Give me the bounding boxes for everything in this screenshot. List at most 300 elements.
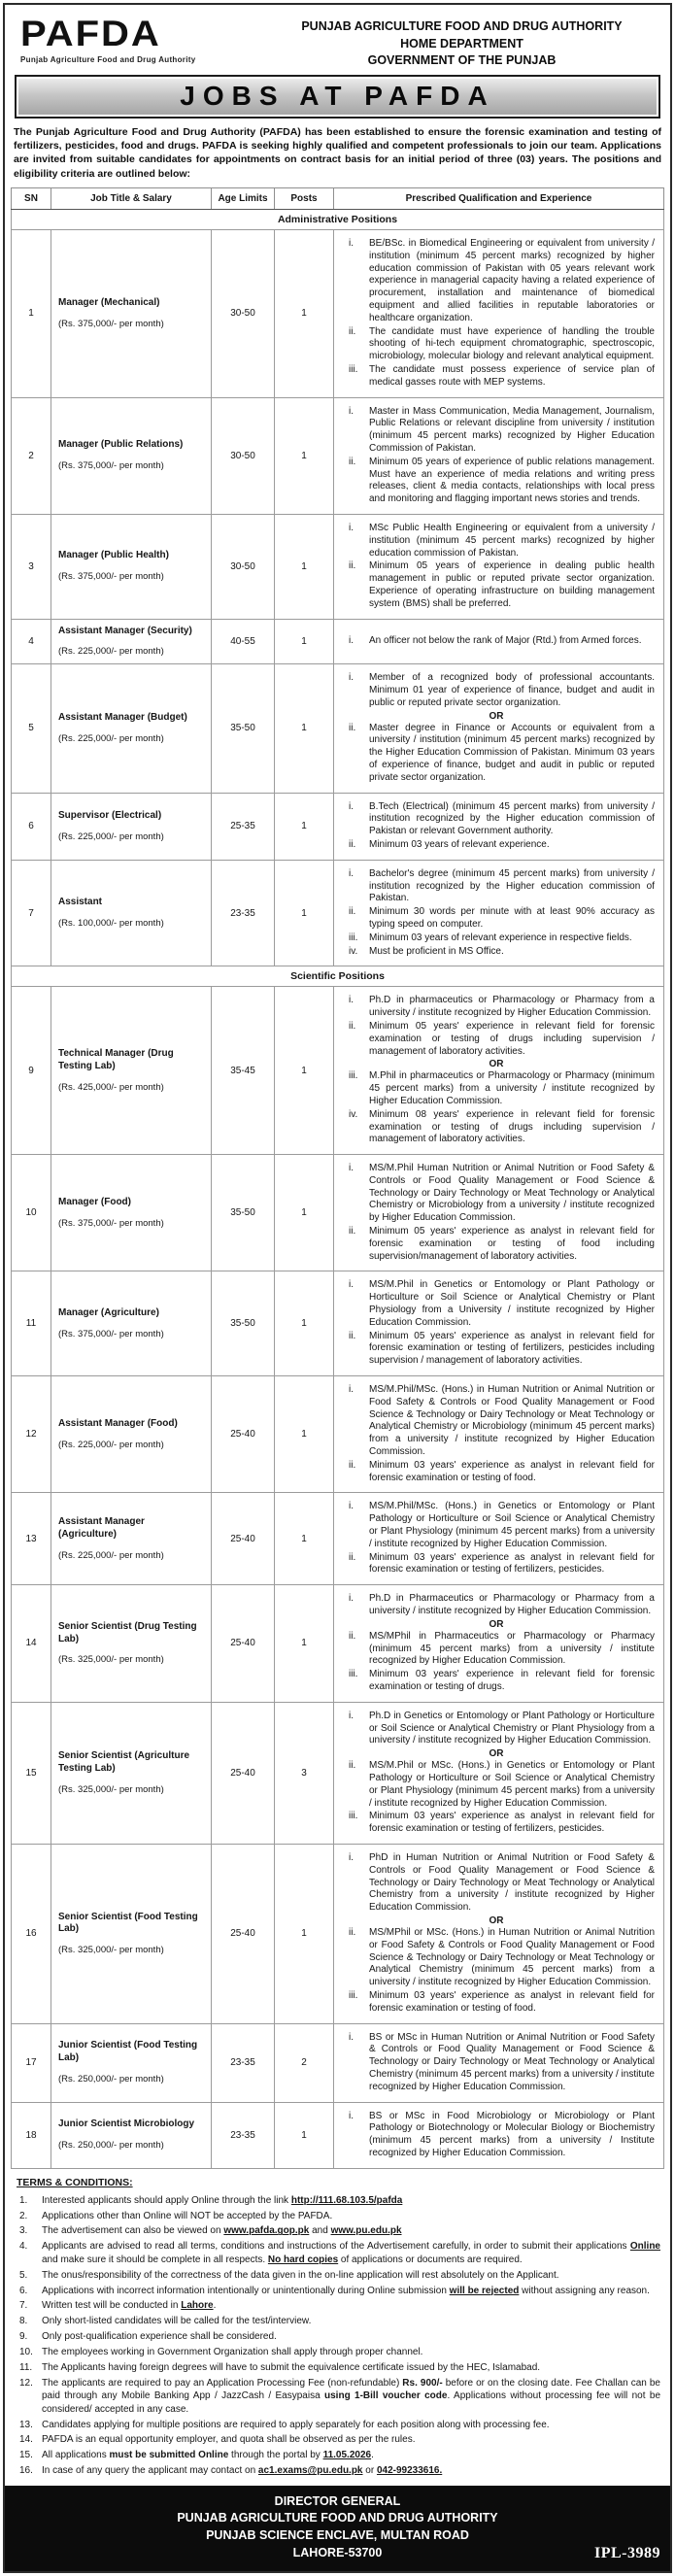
term-item-text: PAFDA is an equal opportunity employer, and quota shall be observed as per the rules. [42, 2434, 416, 2446]
or-divider: OR [489, 1618, 504, 1630]
pafda-logo [20, 15, 263, 64]
qualification-cell [334, 230, 664, 398]
sn-cell: 1 [12, 230, 51, 398]
qualification-item [338, 635, 655, 648]
term-item-text: Candidates applying for multiple positions are required to apply separately for each position along with processing fee. [42, 2419, 550, 2430]
org-line-government: GOVERNMENT OF THE PUNJAB [367, 53, 557, 67]
job-salary: (Rs. 225,000/- per month) [58, 646, 164, 658]
qualification-item [338, 801, 655, 838]
qualification-item-text: Bachelor's degree (minimum 45 percent marks) from university / institution recognized by the Higher education commission of Pakistan. [369, 867, 655, 904]
qualification-item [338, 1279, 655, 1329]
advertisement-page [3, 3, 672, 2573]
sn-cell: 5 [12, 664, 51, 793]
qualification-cell [334, 987, 664, 1155]
qualification-item-numeral: ii. [349, 1760, 356, 1772]
pafda-logo-tagline: Punjab Agriculture Food and Drug Authority [20, 55, 196, 64]
posts-cell: 1 [275, 1844, 334, 2023]
table-header-row [12, 188, 664, 210]
table-row [12, 1376, 664, 1493]
term-item [15, 2449, 660, 2461]
sn-cell: 12 [12, 1376, 51, 1493]
sn-cell: 11 [12, 1271, 51, 1376]
qualification-item-numeral: i. [349, 995, 354, 1006]
column-header-job-title: Job Title & Salary [51, 188, 212, 210]
qualification-item [338, 1927, 655, 1989]
sn-cell: 14 [12, 1585, 51, 1703]
term-item-number: 7. [19, 2300, 28, 2312]
job-salary: (Rs. 325,000/- per month) [58, 1945, 164, 1956]
table-row [12, 987, 664, 1155]
qualification-item-numeral: ii. [349, 1020, 356, 1032]
job-title-cell [51, 1702, 212, 1844]
posts-cell: 1 [275, 1376, 334, 1493]
qualification-item-numeral: i. [349, 1710, 354, 1721]
qualification-item-numeral: i. [349, 2031, 354, 2043]
section-header-row [12, 210, 664, 230]
footer-signature [17, 2493, 658, 2562]
qualification-item-text: Member of a recognized body of professional accountants. Minimum 01 year of experience of finance, budget and audit in public or reputed private sector organization. [369, 672, 655, 708]
qualification-item-text: Minimum 05 years of experience in dealing public health management in public or reputed private sector organization. Experience of operating infrastructure on building management system (BMS) shall be preferred. [369, 560, 655, 609]
qualification-item [338, 839, 655, 852]
org-heading [263, 15, 660, 70]
qualification-cell [334, 2102, 664, 2168]
terms-section [15, 2177, 660, 2478]
or-divider: OR [489, 1748, 504, 1760]
job-title-cell [51, 2023, 212, 2102]
age-limits-cell: 30-50 [212, 514, 275, 619]
posts-cell: 1 [275, 230, 334, 398]
qualification-item-numeral: iii. [349, 1070, 358, 1082]
qualification-item-numeral: ii. [349, 560, 356, 572]
qualification-item [338, 1811, 655, 1836]
qualification-cell [334, 664, 664, 793]
table-row [12, 664, 664, 793]
posts-cell: 1 [275, 2102, 334, 2168]
terms-list [15, 2194, 660, 2478]
age-limits-cell: 30-50 [212, 397, 275, 514]
qualification-item [338, 906, 655, 932]
qualification-item-text: Ph.D in Genetics or Entomology or Plant Pathology or Horticulture or Soil Science or Analytical Chemistry or Plant Physiology from a university / institute recognized by Higher Education Commission. [369, 1710, 655, 1746]
qualification-item-text: MS/MPhil or MSc. (Hons.) in Human Nutrition or Animal Nutrition or Food Safety & Controls or Food Quality Management or Food Science & Technology or Dairy Technology or Meat Technology or Analytical Chemistry (minimum 45 percent marks) from a university / institute recognized by Higher Education Commission. [369, 1926, 655, 1988]
qualification-item [338, 1331, 655, 1368]
term-item-number: 1. [19, 2194, 28, 2206]
qualification-cell [334, 514, 664, 619]
qualification-item-numeral: iii. [349, 932, 358, 943]
qualification-item-numeral: i. [349, 1501, 354, 1512]
sn-cell: 13 [12, 1493, 51, 1585]
job-title: Assistant Manager (Food) [58, 1417, 178, 1429]
qualification-item-text: Minimum 03 years' experience as analyst in relevant field for forensic examination or testing of fertilizers, pesticides. [369, 1551, 655, 1576]
age-limits-cell: 25-40 [212, 1376, 275, 1493]
term-item-number: 4. [19, 2241, 28, 2253]
qualification-item-text: B.Tech (Electrical) (minimum 45 percent marks) from university / institution recognized by the Higher education commission of Pakistan or relevant Government authority. [369, 800, 655, 837]
term-item [15, 2315, 660, 2327]
sn-cell: 6 [12, 793, 51, 860]
qualification-item-numeral: i. [349, 1279, 354, 1291]
qualification-item [338, 326, 655, 363]
qualification-cell [334, 1271, 664, 1376]
posts-cell: 1 [275, 397, 334, 514]
job-salary: (Rs. 250,000/- per month) [58, 2140, 164, 2152]
section-header-row [12, 966, 664, 987]
sn-cell: 10 [12, 1155, 51, 1271]
age-limits-cell: 30-50 [212, 230, 275, 398]
qualification-cell [334, 1376, 664, 1493]
qualification-item [338, 1070, 655, 1107]
term-item-text: All applications must be submitted Online through the portal by 11.05.2026. [42, 2450, 374, 2461]
qualification-item-numeral: iv. [349, 945, 358, 957]
term-item-number: 12. [19, 2377, 33, 2389]
age-limits-cell: 35-45 [212, 987, 275, 1155]
qualification-cell [334, 793, 664, 860]
qualification-item-numeral: i. [349, 238, 354, 249]
qualification-cell [334, 619, 664, 664]
age-limits-cell: 25-40 [212, 1702, 275, 1844]
job-salary: (Rs. 325,000/- per month) [58, 1654, 164, 1666]
qualification-item-text: MS/MPhil in Pharmaceutics or Pharmacology or Pharmacy (minimum 45 percent marks) from a university / institute recognized by Higher Education Commission. [369, 1630, 655, 1667]
qualification-cell [334, 397, 664, 514]
job-title: Assistant Manager (Budget) [58, 712, 187, 724]
table-row [12, 1271, 664, 1376]
qualification-item [338, 1226, 655, 1263]
qualification-item-text: The candidate must have experience of handling the trouble shooting of hi-tech equipment chromatographic, spectroscopic, microbiology, molecular biology and relevant analytical equipment. [369, 325, 655, 362]
job-salary: (Rs. 375,000/- per month) [58, 318, 164, 329]
table-row [12, 514, 664, 619]
qualification-item-text: The candidate must possess experience of service plan of medical gasses route with MEP systems. [369, 363, 655, 388]
term-item [15, 2269, 660, 2282]
sn-cell: 17 [12, 2023, 51, 2102]
job-title-cell [51, 230, 212, 398]
qualification-item [338, 1631, 655, 1668]
qualification-item-numeral: i. [349, 672, 354, 684]
qualification-item [338, 560, 655, 610]
term-item [15, 2433, 660, 2446]
qualification-item [338, 672, 655, 709]
job-title: Manager (Public Health) [58, 550, 169, 561]
qualification-item [338, 1460, 655, 1485]
qualification-item [338, 946, 655, 959]
job-title-cell [51, 397, 212, 514]
qualification-item-text: Minimum 03 years' experience in relevant field for forensic examination or testing of drugs. [369, 1669, 655, 1692]
qualification-item-numeral: ii. [349, 1330, 356, 1341]
term-item [15, 2419, 660, 2431]
job-title-cell [51, 860, 212, 966]
jobs-banner [15, 75, 660, 119]
terms-heading: TERMS & CONDITIONS: [17, 2176, 133, 2188]
term-item-text: The applicants are required to pay an Application Processing Fee (non-refundable) Rs. 900/- before or on the closing date. Fee Challan can be paid through any Mobile Banking App / JazzCash / Easypaisa using 1-Bill voucher code. Applications without processing fee will not be considered/ accepted in any case. [42, 2377, 661, 2415]
table-row [12, 1844, 664, 2023]
job-title: Supervisor (Electrical) [58, 809, 162, 821]
job-title: Technical Manager (Drug Testing Lab) [58, 1047, 174, 1071]
qualification-item-text: Must be proficient in MS Office. [369, 945, 504, 957]
job-title: Assistant Manager (Security) [58, 625, 192, 636]
table-row [12, 230, 664, 398]
job-title-cell [51, 793, 212, 860]
job-title: Junior Scientist Microbiology [58, 2118, 195, 2130]
job-salary: (Rs. 375,000/- per month) [58, 460, 164, 472]
qualification-item-numeral: ii. [349, 1926, 356, 1938]
qualification-item-numeral: ii. [349, 722, 356, 733]
jobs-banner-title: JOBS AT PAFDA [180, 80, 495, 111]
qualification-item-text: Ph.D in pharmaceutics or Pharmacology or Pharmacy from a university / institute recognized by Higher Education Commission. [369, 995, 655, 1019]
age-limits-cell: 25-40 [212, 1493, 275, 1585]
term-item [15, 2361, 660, 2374]
qualification-item-numeral: ii. [349, 325, 356, 337]
sn-cell: 4 [12, 619, 51, 664]
posts-cell: 1 [275, 1493, 334, 1585]
qualification-cell [334, 860, 664, 966]
job-title-cell [51, 619, 212, 664]
table-row [12, 1493, 664, 1585]
pafda-logo-text: PAFDA [20, 14, 161, 54]
qualification-item-numeral: iii. [349, 363, 358, 375]
term-item [15, 2377, 660, 2416]
qualification-item-numeral: i. [349, 405, 354, 417]
term-item-number: 14. [19, 2434, 33, 2446]
qualification-item-text: Minimum 03 years of relevant experience in respective fields. [369, 932, 632, 943]
posts-cell: 1 [275, 1585, 334, 1703]
age-limits-cell: 23-35 [212, 2023, 275, 2102]
job-title-cell [51, 2102, 212, 2168]
qualification-item [338, 1552, 655, 1577]
job-title: Assistant [58, 897, 103, 908]
age-limits-cell: 25-40 [212, 1844, 275, 2023]
qualification-item [338, 868, 655, 905]
qualification-cell [334, 1155, 664, 1271]
table-row [12, 2023, 664, 2102]
job-title-cell [51, 1155, 212, 1271]
qualification-item-numeral: ii. [349, 1551, 356, 1563]
qualification-item-text: MS/M.Phil/MSc. (Hons.) in Human Nutrition or Animal Nutrition or Food Safety & Controls or Food Quality Management or Food Science & Technology or Dairy Technology or Meat Technology or Analytical Chemistry or Microbiology (minimum 45 percent marks) from a university / institute recognized by Higher Education Commission. [369, 1384, 655, 1458]
qualification-item [338, 1593, 655, 1618]
qualification-item-text: Minimum 30 words per minute with at least 90% accuracy as typing speed on computer. [369, 906, 655, 930]
term-item [15, 2285, 660, 2297]
job-salary: (Rs. 225,000/- per month) [58, 732, 164, 744]
term-item-number: 11. [19, 2361, 33, 2373]
qualification-item-numeral: ii. [349, 456, 356, 467]
qualification-item [338, 2111, 655, 2160]
qualification-cell [334, 1585, 664, 1703]
qualification-item-text: Minimum 05 years' experience in relevant field for forensic examination or testing of drugs including supervision / management of laboratory activities. [369, 1020, 655, 1057]
footer-line-authority: PUNJAB AGRICULTURE FOOD AND DRUG AUTHORITY [177, 2511, 498, 2525]
table-row [12, 397, 664, 514]
qualification-item-numeral: i. [349, 800, 354, 812]
qualification-item [338, 995, 655, 1020]
term-item-text: Only post-qualification experience shall be considered. [42, 2331, 277, 2343]
term-item-text: Only short-listed candidates will be called for the test/interview. [42, 2316, 312, 2327]
age-limits-cell: 35-50 [212, 1155, 275, 1271]
qualification-item [338, 1760, 655, 1810]
org-line-authority: PUNJAB AGRICULTURE FOOD AND DRUG AUTHORITY [301, 19, 623, 33]
term-item-number: 10. [19, 2347, 33, 2358]
term-item-text: In case of any query the applicant may contact on ac1.exams@pu.edu.pk or 042-99233616. [42, 2465, 443, 2477]
jobs-table [11, 187, 664, 2169]
qualification-item-text: PhD in Human Nutrition or Animal Nutrition or Food Safety & Controls or Food Quality Management or Food Science & Technology or Dairy Technology or Meat Technology or Analytical Chemistry from a university / institute recognized by Higher Education Commission. [369, 1851, 655, 1914]
qualification-item-numeral: i. [349, 2110, 354, 2121]
qualification-item-numeral: ii. [349, 906, 356, 918]
sn-cell: 2 [12, 397, 51, 514]
term-item-number: 16. [19, 2465, 33, 2477]
job-title: Senior Scientist (Food Testing Lab) [58, 1911, 198, 1935]
job-salary: (Rs. 100,000/- per month) [58, 918, 164, 929]
term-item-text: Applicants are advised to read all terms, conditions and instructions of the Advertisement carefully, in order to submit their applications Online and make sure it should be complete in all respects. No hard copies of applications or documents are required. [42, 2241, 660, 2265]
age-limits-cell: 35-50 [212, 1271, 275, 1376]
qualification-cell [334, 1702, 664, 1844]
posts-cell: 1 [275, 793, 334, 860]
term-item [15, 2210, 660, 2222]
qualification-item-text: M.Phil in pharmaceutics or Pharmacology or Pharmacy (minimum 45 percent marks) from a university / institute recognized by Higher Education Commission. [369, 1070, 655, 1106]
term-item [15, 2299, 660, 2312]
job-salary: (Rs. 375,000/- per month) [58, 571, 164, 583]
posts-cell: 2 [275, 2023, 334, 2102]
job-salary: (Rs. 250,000/- per month) [58, 2073, 164, 2085]
posts-cell: 1 [275, 514, 334, 619]
job-salary: (Rs. 225,000/- per month) [58, 1439, 164, 1450]
qualification-item-text: MSc Public Health Engineering or equivalent from a university / institution (minimum 45 percent marks) recognized by higher education commission of Pakistan. [369, 522, 655, 559]
term-item-number: 15. [19, 2450, 33, 2461]
table-row [12, 1702, 664, 1844]
term-item-text: The Applicants having foreign degrees will have to submit the equivalence certificate issued by the HEC, Islamabad. [42, 2361, 541, 2373]
qualification-item [338, 1109, 655, 1146]
term-item-number: 6. [19, 2285, 28, 2296]
table-row [12, 1155, 664, 1271]
footer-line-director: DIRECTOR GENERAL [274, 2493, 401, 2508]
job-title: Manager (Mechanical) [58, 296, 160, 308]
ad-reference-number: IPL-3989 [594, 2544, 660, 2561]
qualification-item [338, 1711, 655, 1747]
posts-cell: 1 [275, 619, 334, 664]
qualification-cell [334, 1493, 664, 1585]
qualification-item-numeral: iii. [349, 1669, 358, 1680]
column-header-sn: SN [12, 188, 51, 210]
job-title: Manager (Public Relations) [58, 439, 184, 451]
qualification-item-text: Minimum 03 years of relevant experience. [369, 838, 550, 850]
org-line-department: HOME DEPARTMENT [400, 36, 523, 51]
section-title: Scientific Positions [12, 966, 664, 987]
term-item-number: 2. [19, 2210, 28, 2221]
qualification-item-text: Minimum 08 years' experience in relevant field for forensic examination or testing of drugs including supervision / management of laboratory activities. [369, 1108, 655, 1145]
posts-cell: 1 [275, 1155, 334, 1271]
qualification-item-text: Minimum 05 years of experience of public relations management. Must have an experience of media relations and writing press releases, client & media contacts, relationships with local press and monitoring and flagging important news stories and trends. [369, 456, 655, 505]
footer-bar [5, 2486, 670, 2571]
term-item-text: Interested applicants should apply Online through the link http://111.68.103.5/pafda [42, 2194, 403, 2206]
job-title: Senior Scientist (Agriculture Testing Lab) [58, 1750, 190, 1774]
qualification-item-numeral: i. [349, 1384, 354, 1396]
sn-cell: 16 [12, 1844, 51, 2023]
column-header-posts: Posts [275, 188, 334, 210]
qualification-item-text: Master in Mass Communication, Media Management, Journalism, Public Relations or relevant discipline from university / institution (minimum 45 percent marks) recognized by Higher Education Commission of Pakistan. [369, 405, 655, 454]
qualification-item-text: MS/M.Phil or MSc. (Hons.) in Genetics or Entomology or Plant Pathology or Horticulture or Soil Science or Analytical Chemistry or Plant Physiology (minimum 45 percent marks) from a university / institute recognized by Higher Education Commission. [369, 1760, 655, 1809]
qualification-item-numeral: i. [349, 634, 354, 646]
qualification-item-numeral: ii. [349, 1226, 356, 1237]
or-divider: OR [489, 710, 504, 722]
qualification-item-text: BE/BSc. in Biomedical Engineering or equivalent from university / institution (minimum 45 percent marks) recognized by higher education commission of Pakistan with 05 years relevant work experience in managerial capacity having a related experience of procurement, installation and maintenance of biomedical equipment and allied facilities in reputable laboratories or healthcare organization. [369, 238, 655, 323]
footer-line-city: LAHORE-53700 [292, 2545, 383, 2559]
qualification-cell [334, 2023, 664, 2102]
table-row [12, 793, 664, 860]
qualification-item [338, 2032, 655, 2094]
term-item [15, 2240, 660, 2266]
job-salary: (Rs. 225,000/- per month) [58, 1549, 164, 1561]
table-row [12, 619, 664, 664]
table-row [12, 1585, 664, 1703]
age-limits-cell: 25-40 [212, 1585, 275, 1703]
qualification-item [338, 364, 655, 390]
term-item-text: The advertisement can also be viewed on www.pafda.gop.pk and www.pu.edu.pk [42, 2225, 402, 2237]
qualification-item [338, 238, 655, 325]
term-item [15, 2464, 660, 2477]
job-title-cell [51, 1271, 212, 1376]
job-title-cell [51, 1493, 212, 1585]
qualification-item-text: BS or MSc in Human Nutrition or Animal Nutrition or Food Safety & Controls or Food Quality Management or Food Science & Technology or Dairy Technology or Meat Technology or Analytical Chemistry (minimum 45 percent marks) from a university / institute recognized by Higher Education Commission. [369, 2031, 655, 2092]
qualification-item [338, 1021, 655, 1058]
qualification-item-text: BS or MSc in Food Microbiology or Microbiology or Plant Pathology or Biotechnology or Molecular Biology or Biochemistry (minimum 45 percent marks) from a university / Institute recognized by Higher Education Commission. [369, 2110, 655, 2158]
qualification-cell [334, 1844, 664, 2023]
term-item-text: Applications other than Online will NOT be accepted by the PAFDA. [42, 2210, 333, 2221]
job-salary: (Rs. 375,000/- per month) [58, 1217, 164, 1229]
qualification-item [338, 1852, 655, 1915]
qualification-item-text: MS/M.Phil in Genetics or Entomology or Plant Pathology or Horticulture or Soil Science or Analytical Chemistry or Plant Physiology from a University / institute recognized by Higher Education Commission. [369, 1279, 655, 1328]
job-title: Manager (Food) [58, 1196, 131, 1207]
qualification-item-text: Minimum 03 years' experience as analyst in relevant field for forensic examination or testing of food. [369, 1989, 655, 2014]
sn-cell: 7 [12, 860, 51, 966]
qualification-item-numeral: ii. [349, 1630, 356, 1642]
qualification-item-text: MS/M.Phil Human Nutrition or Animal Nutrition or Food Safety & Controls or Food Quality Management or Food Science & Technology or Dairy Technology or Meat Technology or Analytical Chemistry or Microbiology from a university / institute recognized by Higher Education Commission. [369, 1163, 655, 1224]
qualification-item-text: Master degree in Finance or Accounts or equivalent from a university / institution (minimum 45 percent marks) recognized by the Higher Education Commission of Pakistan. Minimum 03 years of experience of finance, budget and audit in public or reputed private sector organization. [369, 722, 655, 783]
qualification-item-text: Minimum 03 years' experience as analyst in relevant field for forensic examination or testing of food. [369, 1459, 655, 1483]
column-header-qualification: Prescribed Qualification and Experience [334, 188, 664, 210]
age-limits-cell: 23-35 [212, 2102, 275, 2168]
header [11, 9, 664, 72]
job-salary: (Rs. 375,000/- per month) [58, 1328, 164, 1339]
job-title-cell [51, 664, 212, 793]
age-limits-cell: 25-35 [212, 793, 275, 860]
term-item-number: 9. [19, 2331, 28, 2343]
job-salary: (Rs. 225,000/- per month) [58, 830, 164, 842]
qualification-item-numeral: ii. [349, 1459, 356, 1471]
qualification-item-numeral: i. [349, 522, 354, 533]
age-limits-cell: 40-55 [212, 619, 275, 664]
job-title: Manager (Agriculture) [58, 1306, 159, 1318]
term-item-text: Written test will be conducted in Lahore. [42, 2300, 217, 2312]
job-salary: (Rs. 325,000/- per month) [58, 1783, 164, 1795]
term-item-number: 8. [19, 2316, 28, 2327]
or-divider: OR [489, 1059, 504, 1070]
job-title-cell [51, 1844, 212, 2023]
qualification-item [338, 1384, 655, 1459]
job-title-cell [51, 1585, 212, 1703]
job-title: Junior Scientist (Food Testing Lab) [58, 2040, 198, 2064]
qualification-item [338, 457, 655, 506]
qualification-item-text: Minimum 03 years' experience as analyst in relevant field for forensic examination or testing of fertilizers, pesticides. [369, 1811, 655, 1835]
qualification-item-numeral: iii. [349, 1989, 358, 2001]
qualification-item [338, 523, 655, 559]
posts-cell: 1 [275, 987, 334, 1155]
job-title-cell [51, 987, 212, 1155]
qualification-item [338, 932, 655, 945]
sn-cell: 9 [12, 987, 51, 1155]
term-item [15, 2194, 660, 2207]
footer-line-address: PUNJAB SCIENCE ENCLAVE, MULTAN ROAD [206, 2528, 469, 2543]
posts-cell: 3 [275, 1702, 334, 1844]
term-item-number: 3. [19, 2225, 28, 2237]
age-limits-cell: 23-35 [212, 860, 275, 966]
term-item-text: The onus/responsibility of the correctness of the data given in the on-line application will rest absolutely on the Applicant. [42, 2269, 559, 2281]
age-limits-cell: 35-50 [212, 664, 275, 793]
intro-paragraph: The Punjab Agriculture Food and Drug Authority (PAFDA) has been established to ensure the forensic examination and testing of fertilizers, pesticides, food and drugs. PAFDA is seeking highly qualified and competent professionals to join our team. Applications are invited from suitable candidates for appointments on contract basis for an initial period of three (03) years. The positions and eligibility criteria are outlined below: [14, 125, 661, 180]
or-divider: OR [489, 1915, 504, 1926]
qualification-item-numeral: i. [349, 1851, 354, 1863]
